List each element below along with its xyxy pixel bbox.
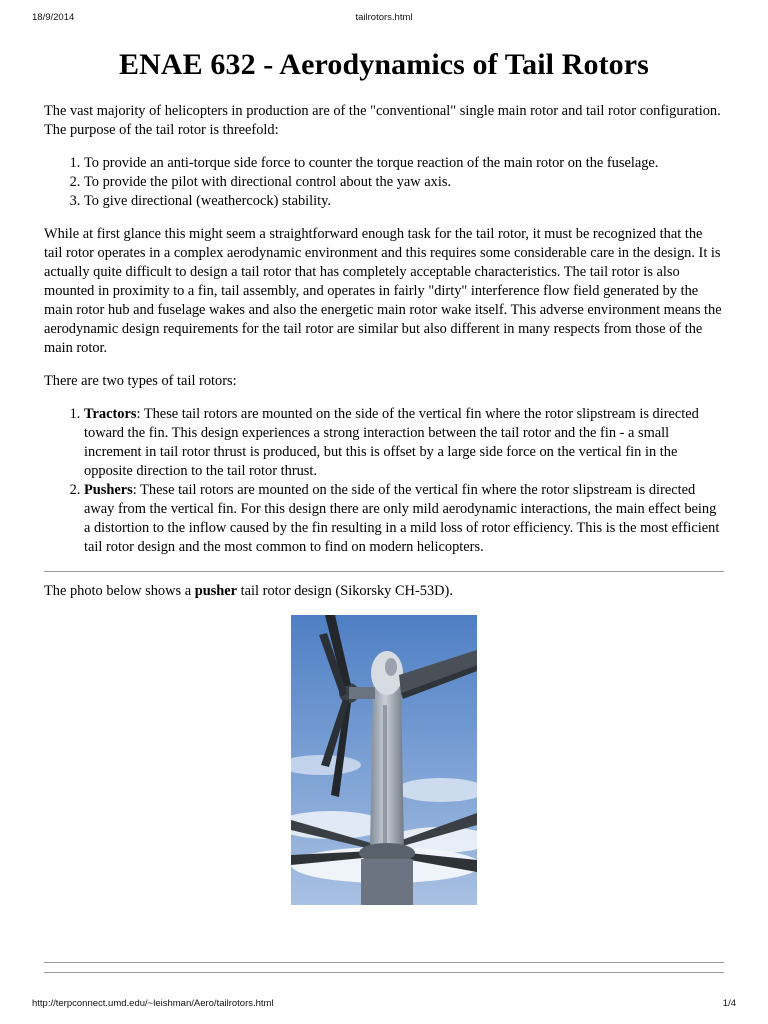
rotor-type-term: Tractors — [84, 406, 137, 422]
print-date: 18/9/2014 — [32, 12, 75, 23]
rotor-type-item-tractors — [84, 405, 724, 481]
print-footer — [32, 998, 736, 1012]
document-body — [44, 46, 724, 910]
purpose-item: 1. To provide an anti-torque side force to counter the torque reaction of the main rotor on the fuselage. — [84, 154, 724, 173]
rotor-type-description: : These tail rotors are mounted on the side of the vertical fin where the rotor slipstream is directed away from the vertical fin. For this design there are only mild aerodynamic interactions, the main effect being a distortion to the inflow caused by the fin resulting in a mild loss of rotor efficiency. This is the most efficient tail rotor design and the most common to find on modern helicopters. — [84, 482, 720, 555]
intro-paragraph: The vast majority of helicopters in production are of the "conventional" single main rotor and tail rotor configuration. The purpose of the tail rotor is threefold: — [44, 103, 721, 138]
purpose-list — [44, 154, 724, 211]
photo-caption: The photo below shows a pusher tail rotor design (Sikorsky CH-53D). — [44, 583, 453, 599]
tail-rotor-photo — [291, 615, 477, 905]
divider — [44, 962, 724, 963]
rotor-type-item-pushers — [84, 481, 724, 557]
photo-container — [44, 615, 724, 910]
environment-paragraph: While at first glance this might seem a straightforward enough task for the tail rotor, it must be recognized that the tail rotor operates in a complex aerodynamic environment and this requires some considerable care in the design. It is actually quite difficult to design a tail rotor that has completely acceptable characteristics. The tail rotor is also mounted in proximity to a fin, tail assembly, and operates in fairly "dirty" interference flow field generated by the main rotor hub and fuselage wakes and also the energetic main rotor wake itself. This adverse environment means the aerodynamic design requirements for the tail rotor are similar but also different in many respects from those of the main rotor. — [44, 226, 722, 356]
photo-caption-emphasis: pusher — [194, 583, 238, 599]
rotor-type-description: : These tail rotors are mounted on the side of the vertical fin where the rotor slipstream is directed toward the fin. This design experiences a strong interaction between the tail rotor and the fin - a small increment in tail rotor thrust is produced, but this is offset by a large side force on the vertical fin in the opposite direction to the tail rotor thrust. — [84, 406, 699, 479]
bottom-dividers — [44, 962, 724, 973]
rotor-type-term: Pushers — [84, 482, 133, 498]
section-divider — [44, 571, 724, 572]
print-filename: tailrotors.html — [355, 12, 413, 23]
print-header — [32, 12, 736, 26]
rotor-types-list — [44, 405, 724, 557]
purpose-item: 3. To give directional (weathercock) stability. — [84, 192, 724, 211]
print-url: http://terpconnect.umd.edu/~leishman/Aero/tailrotors.html — [32, 998, 274, 1009]
types-intro: There are two types of tail rotors: — [44, 373, 237, 389]
divider — [44, 972, 724, 973]
purpose-item: 2. To provide the pilot with directional control about the yaw axis. — [84, 173, 724, 192]
page-title: ENAE 632 - Aerodynamics of Tail Rotors — [119, 48, 649, 81]
page-number: 1/4 — [722, 998, 736, 1009]
